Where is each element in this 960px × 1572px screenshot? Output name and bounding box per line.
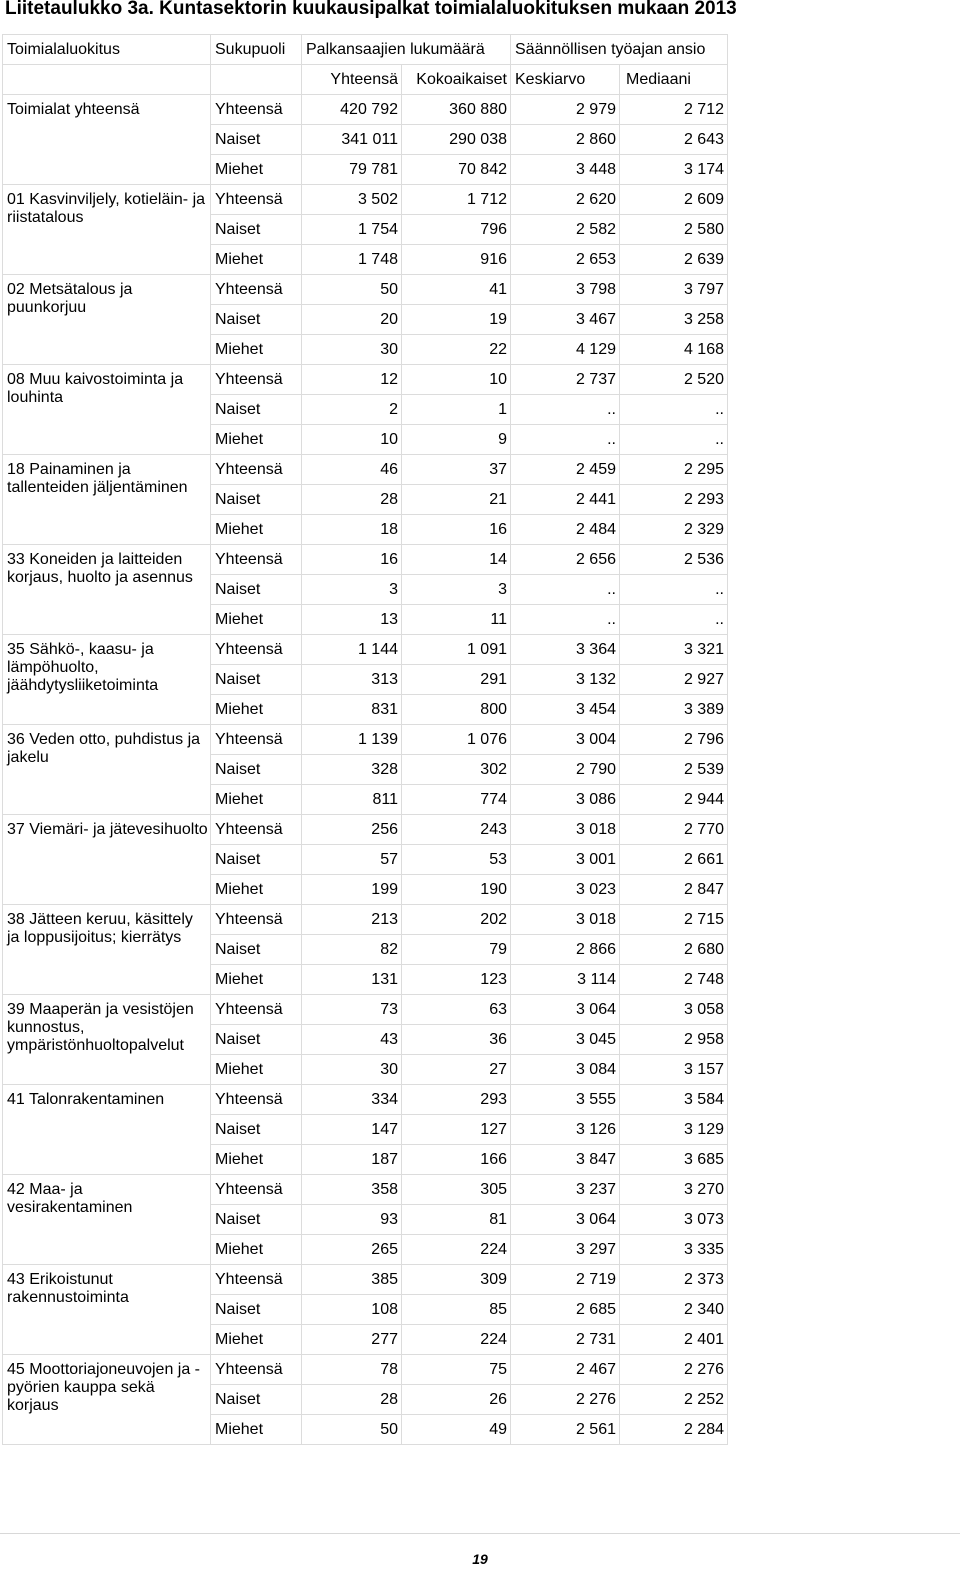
sex-cell: Yhteensä bbox=[211, 1265, 302, 1295]
sex-cell: Naiset bbox=[211, 395, 302, 425]
earnings-mean-cell: 3 114 bbox=[511, 965, 620, 995]
employees-fulltime-cell: 800 bbox=[402, 695, 511, 725]
sex-cell: Yhteensä bbox=[211, 185, 302, 215]
sex-cell: Miehet bbox=[211, 695, 302, 725]
employees-fulltime-cell: 123 bbox=[402, 965, 511, 995]
employees-total-cell: 256 bbox=[302, 815, 402, 845]
earnings-mean-cell: 3 004 bbox=[511, 725, 620, 755]
earnings-median-cell: 2 661 bbox=[620, 845, 728, 875]
earnings-median-cell: 2 536 bbox=[620, 545, 728, 575]
industry-label: Toimialat yhteensä bbox=[3, 95, 211, 185]
employees-total-cell: 1 754 bbox=[302, 215, 402, 245]
earnings-median-cell: 3 584 bbox=[620, 1085, 728, 1115]
employees-total-cell: 50 bbox=[302, 275, 402, 305]
employees-total-cell: 43 bbox=[302, 1025, 402, 1055]
employees-fulltime-cell: 1 712 bbox=[402, 185, 511, 215]
earnings-mean-cell: 3 448 bbox=[511, 155, 620, 185]
employees-total-cell: 30 bbox=[302, 335, 402, 365]
industry-label: 38 Jätteen keruu, käsittely ja loppusijoitus; kierrätys bbox=[3, 905, 211, 995]
employees-total-cell: 313 bbox=[302, 665, 402, 695]
earnings-mean-cell: 2 441 bbox=[511, 485, 620, 515]
employees-fulltime-cell: 19 bbox=[402, 305, 511, 335]
table-row bbox=[3, 995, 728, 1025]
employees-fulltime-cell: 3 bbox=[402, 575, 511, 605]
earnings-median-cell: 2 639 bbox=[620, 245, 728, 275]
earnings-median-cell: 2 796 bbox=[620, 725, 728, 755]
sex-cell: Yhteensä bbox=[211, 95, 302, 125]
employees-total-cell: 20 bbox=[302, 305, 402, 335]
earnings-median-cell: 2 927 bbox=[620, 665, 728, 695]
industry-label: 41 Talonrakentaminen bbox=[3, 1085, 211, 1175]
employees-total-cell: 831 bbox=[302, 695, 402, 725]
table-row bbox=[3, 185, 728, 215]
earnings-mean-cell: .. bbox=[511, 395, 620, 425]
earnings-median-cell: .. bbox=[620, 425, 728, 455]
employees-fulltime-cell: 11 bbox=[402, 605, 511, 635]
sex-cell: Naiset bbox=[211, 1205, 302, 1235]
earnings-median-cell: 3 174 bbox=[620, 155, 728, 185]
employees-total-cell: 13 bbox=[302, 605, 402, 635]
employees-total-cell: 78 bbox=[302, 1355, 402, 1385]
sex-cell: Naiset bbox=[211, 1385, 302, 1415]
earnings-median-cell: .. bbox=[620, 605, 728, 635]
employees-fulltime-cell: 360 880 bbox=[402, 95, 511, 125]
earnings-mean-cell: 4 129 bbox=[511, 335, 620, 365]
earnings-mean-cell: 2 790 bbox=[511, 755, 620, 785]
earnings-median-cell: 2 293 bbox=[620, 485, 728, 515]
footer-divider bbox=[0, 1533, 960, 1534]
earnings-median-cell: 2 680 bbox=[620, 935, 728, 965]
employees-total-cell: 82 bbox=[302, 935, 402, 965]
employees-fulltime-cell: 1 091 bbox=[402, 635, 511, 665]
sex-cell: Yhteensä bbox=[211, 545, 302, 575]
industry-label: 01 Kasvinviljely, kotieläin- ja riistatalous bbox=[3, 185, 211, 275]
industry-label: 43 Erikoistunut rakennustoiminta bbox=[3, 1265, 211, 1355]
employees-total-cell: 131 bbox=[302, 965, 402, 995]
employees-total-cell: 328 bbox=[302, 755, 402, 785]
industry-label: 37 Viemäri- ja jätevesihuolto bbox=[3, 815, 211, 905]
header-blank bbox=[211, 65, 302, 95]
earnings-median-cell: 2 609 bbox=[620, 185, 728, 215]
sex-cell: Miehet bbox=[211, 1235, 302, 1265]
employees-total-cell: 2 bbox=[302, 395, 402, 425]
employees-fulltime-cell: 81 bbox=[402, 1205, 511, 1235]
employees-fulltime-cell: 21 bbox=[402, 485, 511, 515]
sex-cell: Miehet bbox=[211, 605, 302, 635]
sex-cell: Miehet bbox=[211, 1145, 302, 1175]
employees-fulltime-cell: 127 bbox=[402, 1115, 511, 1145]
earnings-median-cell: 2 715 bbox=[620, 905, 728, 935]
employees-total-cell: 12 bbox=[302, 365, 402, 395]
earnings-mean-cell: 2 737 bbox=[511, 365, 620, 395]
earnings-mean-cell: 3 126 bbox=[511, 1115, 620, 1145]
industry-label: 35 Sähkö-, kaasu- ja lämpöhuolto, jäähdytysliiketoiminta bbox=[3, 635, 211, 725]
earnings-median-cell: 2 580 bbox=[620, 215, 728, 245]
employees-fulltime-cell: 224 bbox=[402, 1235, 511, 1265]
earnings-mean-cell: 3 064 bbox=[511, 1205, 620, 1235]
earnings-mean-cell: 2 866 bbox=[511, 935, 620, 965]
header-earnings-group: Säännöllisen työajan ansio bbox=[511, 35, 728, 65]
employees-fulltime-cell: 10 bbox=[402, 365, 511, 395]
earnings-mean-cell: 3 045 bbox=[511, 1025, 620, 1055]
sex-cell: Miehet bbox=[211, 785, 302, 815]
employees-fulltime-cell: 202 bbox=[402, 905, 511, 935]
earnings-mean-cell: 3 847 bbox=[511, 1145, 620, 1175]
earnings-mean-cell: 3 084 bbox=[511, 1055, 620, 1085]
sex-cell: Yhteensä bbox=[211, 995, 302, 1025]
earnings-mean-cell: 2 276 bbox=[511, 1385, 620, 1415]
earnings-median-cell: 3 685 bbox=[620, 1145, 728, 1175]
sex-cell: Yhteensä bbox=[211, 455, 302, 485]
employees-total-cell: 811 bbox=[302, 785, 402, 815]
earnings-mean-cell: 2 685 bbox=[511, 1295, 620, 1325]
sex-cell: Miehet bbox=[211, 245, 302, 275]
employees-fulltime-cell: 70 842 bbox=[402, 155, 511, 185]
employees-total-cell: 341 011 bbox=[302, 125, 402, 155]
earnings-mean-cell: 2 719 bbox=[511, 1265, 620, 1295]
employees-total-cell: 108 bbox=[302, 1295, 402, 1325]
earnings-median-cell: 2 284 bbox=[620, 1415, 728, 1445]
earnings-median-cell: 2 373 bbox=[620, 1265, 728, 1295]
sex-cell: Naiset bbox=[211, 845, 302, 875]
earnings-median-cell: 2 944 bbox=[620, 785, 728, 815]
salary-table bbox=[2, 34, 728, 1445]
employees-total-cell: 277 bbox=[302, 1325, 402, 1355]
employees-total-cell: 385 bbox=[302, 1265, 402, 1295]
employees-fulltime-cell: 53 bbox=[402, 845, 511, 875]
employees-total-cell: 46 bbox=[302, 455, 402, 485]
earnings-mean-cell: 3 064 bbox=[511, 995, 620, 1025]
sex-cell: Yhteensä bbox=[211, 905, 302, 935]
employees-total-cell: 10 bbox=[302, 425, 402, 455]
table-row bbox=[3, 1175, 728, 1205]
earnings-mean-cell: 2 620 bbox=[511, 185, 620, 215]
header-employees-group: Palkansaajien lukumäärä bbox=[302, 35, 511, 65]
page-number: 19 bbox=[472, 1551, 488, 1567]
sex-cell: Miehet bbox=[211, 515, 302, 545]
header-blank bbox=[3, 65, 211, 95]
earnings-mean-cell: .. bbox=[511, 605, 620, 635]
employees-total-cell: 1 144 bbox=[302, 635, 402, 665]
sex-cell: Yhteensä bbox=[211, 815, 302, 845]
earnings-median-cell: .. bbox=[620, 575, 728, 605]
earnings-median-cell: 3 073 bbox=[620, 1205, 728, 1235]
table-row bbox=[3, 815, 728, 845]
employees-fulltime-cell: 190 bbox=[402, 875, 511, 905]
employees-fulltime-cell: 290 038 bbox=[402, 125, 511, 155]
earnings-mean-cell: 2 731 bbox=[511, 1325, 620, 1355]
earnings-mean-cell: 2 860 bbox=[511, 125, 620, 155]
earnings-mean-cell: .. bbox=[511, 575, 620, 605]
employees-fulltime-cell: 26 bbox=[402, 1385, 511, 1415]
employees-total-cell: 18 bbox=[302, 515, 402, 545]
earnings-median-cell: 3 270 bbox=[620, 1175, 728, 1205]
earnings-median-cell: 2 643 bbox=[620, 125, 728, 155]
employees-fulltime-cell: 9 bbox=[402, 425, 511, 455]
header-total: Yhteensä bbox=[302, 65, 402, 95]
earnings-median-cell: 2 770 bbox=[620, 815, 728, 845]
table-row bbox=[3, 1085, 728, 1115]
industry-label: 02 Metsätalous ja puunkorjuu bbox=[3, 275, 211, 365]
employees-fulltime-cell: 14 bbox=[402, 545, 511, 575]
table-body bbox=[3, 95, 728, 1445]
earnings-median-cell: 2 340 bbox=[620, 1295, 728, 1325]
employees-fulltime-cell: 63 bbox=[402, 995, 511, 1025]
earnings-median-cell: 2 252 bbox=[620, 1385, 728, 1415]
earnings-median-cell: 2 748 bbox=[620, 965, 728, 995]
sex-cell: Miehet bbox=[211, 155, 302, 185]
earnings-mean-cell: 2 484 bbox=[511, 515, 620, 545]
employees-fulltime-cell: 243 bbox=[402, 815, 511, 845]
employees-total-cell: 57 bbox=[302, 845, 402, 875]
header-row-1 bbox=[3, 35, 728, 65]
sex-cell: Naiset bbox=[211, 125, 302, 155]
employees-fulltime-cell: 22 bbox=[402, 335, 511, 365]
industry-label: 18 Painaminen ja tallenteiden jäljentäminen bbox=[3, 455, 211, 545]
earnings-median-cell: 2 276 bbox=[620, 1355, 728, 1385]
industry-label: 45 Moottoriajoneuvojen ja -pyörien kauppa sekä korjaus bbox=[3, 1355, 211, 1445]
employees-fulltime-cell: 916 bbox=[402, 245, 511, 275]
earnings-median-cell: 3 058 bbox=[620, 995, 728, 1025]
earnings-median-cell: 2 295 bbox=[620, 455, 728, 485]
employees-fulltime-cell: 85 bbox=[402, 1295, 511, 1325]
sex-cell: Naiset bbox=[211, 1115, 302, 1145]
earnings-median-cell: 3 129 bbox=[620, 1115, 728, 1145]
employees-fulltime-cell: 75 bbox=[402, 1355, 511, 1385]
earnings-median-cell: 2 329 bbox=[620, 515, 728, 545]
earnings-median-cell: 2 712 bbox=[620, 95, 728, 125]
sex-cell: Naiset bbox=[211, 755, 302, 785]
employees-total-cell: 30 bbox=[302, 1055, 402, 1085]
employees-total-cell: 420 792 bbox=[302, 95, 402, 125]
earnings-median-cell: 2 958 bbox=[620, 1025, 728, 1055]
employees-fulltime-cell: 1 076 bbox=[402, 725, 511, 755]
employees-total-cell: 3 bbox=[302, 575, 402, 605]
employees-total-cell: 73 bbox=[302, 995, 402, 1025]
header-mean: Keskiarvo bbox=[511, 65, 620, 95]
sex-cell: Naiset bbox=[211, 1295, 302, 1325]
employees-fulltime-cell: 774 bbox=[402, 785, 511, 815]
sex-cell: Yhteensä bbox=[211, 1085, 302, 1115]
employees-total-cell: 79 781 bbox=[302, 155, 402, 185]
employees-total-cell: 28 bbox=[302, 485, 402, 515]
industry-label: 39 Maaperän ja vesistöjen kunnostus, ympäristönhuoltopalvelut bbox=[3, 995, 211, 1085]
table-row bbox=[3, 635, 728, 665]
earnings-median-cell: 2 847 bbox=[620, 875, 728, 905]
employees-fulltime-cell: 309 bbox=[402, 1265, 511, 1295]
employees-fulltime-cell: 305 bbox=[402, 1175, 511, 1205]
earnings-mean-cell: 3 798 bbox=[511, 275, 620, 305]
earnings-mean-cell: 3 086 bbox=[511, 785, 620, 815]
earnings-median-cell: 3 258 bbox=[620, 305, 728, 335]
earnings-mean-cell: 2 653 bbox=[511, 245, 620, 275]
table-row bbox=[3, 275, 728, 305]
earnings-median-cell: 3 797 bbox=[620, 275, 728, 305]
earnings-mean-cell: .. bbox=[511, 425, 620, 455]
earnings-mean-cell: 3 237 bbox=[511, 1175, 620, 1205]
employees-fulltime-cell: 27 bbox=[402, 1055, 511, 1085]
table-row bbox=[3, 455, 728, 485]
table-row bbox=[3, 545, 728, 575]
industry-label: 08 Muu kaivostoiminta ja louhinta bbox=[3, 365, 211, 455]
employees-fulltime-cell: 293 bbox=[402, 1085, 511, 1115]
table-row bbox=[3, 1355, 728, 1385]
sex-cell: Miehet bbox=[211, 425, 302, 455]
industry-label: 33 Koneiden ja laitteiden korjaus, huolto ja asennus bbox=[3, 545, 211, 635]
table-row bbox=[3, 725, 728, 755]
sex-cell: Naiset bbox=[211, 485, 302, 515]
employees-fulltime-cell: 224 bbox=[402, 1325, 511, 1355]
sex-cell: Miehet bbox=[211, 1055, 302, 1085]
earnings-mean-cell: 3 018 bbox=[511, 905, 620, 935]
sex-cell: Yhteensä bbox=[211, 365, 302, 395]
earnings-mean-cell: 3 001 bbox=[511, 845, 620, 875]
sex-cell: Miehet bbox=[211, 1415, 302, 1445]
header-row-2 bbox=[3, 65, 728, 95]
earnings-median-cell: 2 401 bbox=[620, 1325, 728, 1355]
sex-cell: Miehet bbox=[211, 1325, 302, 1355]
employees-total-cell: 265 bbox=[302, 1235, 402, 1265]
earnings-mean-cell: 3 297 bbox=[511, 1235, 620, 1265]
employees-total-cell: 358 bbox=[302, 1175, 402, 1205]
earnings-median-cell: .. bbox=[620, 395, 728, 425]
employees-fulltime-cell: 166 bbox=[402, 1145, 511, 1175]
employees-total-cell: 1 748 bbox=[302, 245, 402, 275]
page-title: Liitetaulukko 3a. Kuntasektorin kuukausipalkat toimialaluokituksen mukaan 2013 bbox=[5, 0, 737, 19]
sex-cell: Yhteensä bbox=[211, 1175, 302, 1205]
sex-cell: Naiset bbox=[211, 1025, 302, 1055]
employees-total-cell: 50 bbox=[302, 1415, 402, 1445]
earnings-median-cell: 4 168 bbox=[620, 335, 728, 365]
earnings-median-cell: 3 335 bbox=[620, 1235, 728, 1265]
earnings-mean-cell: 3 018 bbox=[511, 815, 620, 845]
sex-cell: Miehet bbox=[211, 335, 302, 365]
employees-total-cell: 93 bbox=[302, 1205, 402, 1235]
sex-cell: Yhteensä bbox=[211, 725, 302, 755]
sex-cell: Yhteensä bbox=[211, 1355, 302, 1385]
earnings-mean-cell: 3 132 bbox=[511, 665, 620, 695]
employees-total-cell: 16 bbox=[302, 545, 402, 575]
header-median: Mediaani bbox=[620, 65, 728, 95]
earnings-mean-cell: 2 459 bbox=[511, 455, 620, 485]
sex-cell: Naiset bbox=[211, 305, 302, 335]
table-row bbox=[3, 1265, 728, 1295]
table-row bbox=[3, 365, 728, 395]
earnings-mean-cell: 3 555 bbox=[511, 1085, 620, 1115]
sex-cell: Miehet bbox=[211, 965, 302, 995]
employees-total-cell: 147 bbox=[302, 1115, 402, 1145]
employees-total-cell: 187 bbox=[302, 1145, 402, 1175]
employees-total-cell: 199 bbox=[302, 875, 402, 905]
earnings-mean-cell: 2 561 bbox=[511, 1415, 620, 1445]
sex-cell: Naiset bbox=[211, 935, 302, 965]
employees-fulltime-cell: 291 bbox=[402, 665, 511, 695]
table-row bbox=[3, 905, 728, 935]
table-row bbox=[3, 95, 728, 125]
sex-cell: Naiset bbox=[211, 575, 302, 605]
sex-cell: Naiset bbox=[211, 215, 302, 245]
earnings-median-cell: 2 520 bbox=[620, 365, 728, 395]
employees-fulltime-cell: 79 bbox=[402, 935, 511, 965]
sex-cell: Yhteensä bbox=[211, 275, 302, 305]
employees-fulltime-cell: 796 bbox=[402, 215, 511, 245]
earnings-median-cell: 2 539 bbox=[620, 755, 728, 785]
employees-total-cell: 28 bbox=[302, 1385, 402, 1415]
header-fulltime: Kokoaikaiset bbox=[402, 65, 511, 95]
employees-fulltime-cell: 49 bbox=[402, 1415, 511, 1445]
earnings-median-cell: 3 321 bbox=[620, 635, 728, 665]
employees-fulltime-cell: 16 bbox=[402, 515, 511, 545]
sex-cell: Yhteensä bbox=[211, 635, 302, 665]
earnings-median-cell: 3 389 bbox=[620, 695, 728, 725]
header-industry: Toimialaluokitus bbox=[3, 35, 211, 65]
earnings-mean-cell: 3 364 bbox=[511, 635, 620, 665]
employees-fulltime-cell: 36 bbox=[402, 1025, 511, 1055]
employees-fulltime-cell: 41 bbox=[402, 275, 511, 305]
earnings-mean-cell: 2 656 bbox=[511, 545, 620, 575]
sex-cell: Miehet bbox=[211, 875, 302, 905]
employees-total-cell: 1 139 bbox=[302, 725, 402, 755]
earnings-median-cell: 3 157 bbox=[620, 1055, 728, 1085]
employees-fulltime-cell: 1 bbox=[402, 395, 511, 425]
earnings-mean-cell: 3 023 bbox=[511, 875, 620, 905]
employees-total-cell: 213 bbox=[302, 905, 402, 935]
earnings-mean-cell: 2 467 bbox=[511, 1355, 620, 1385]
sex-cell: Naiset bbox=[211, 665, 302, 695]
industry-label: 36 Veden otto, puhdistus ja jakelu bbox=[3, 725, 211, 815]
earnings-mean-cell: 3 454 bbox=[511, 695, 620, 725]
employees-fulltime-cell: 37 bbox=[402, 455, 511, 485]
employees-total-cell: 334 bbox=[302, 1085, 402, 1115]
header-sex: Sukupuoli bbox=[211, 35, 302, 65]
industry-label: 42 Maa- ja vesirakentaminen bbox=[3, 1175, 211, 1265]
earnings-mean-cell: 2 582 bbox=[511, 215, 620, 245]
earnings-mean-cell: 2 979 bbox=[511, 95, 620, 125]
employees-total-cell: 3 502 bbox=[302, 185, 402, 215]
earnings-mean-cell: 3 467 bbox=[511, 305, 620, 335]
employees-fulltime-cell: 302 bbox=[402, 755, 511, 785]
